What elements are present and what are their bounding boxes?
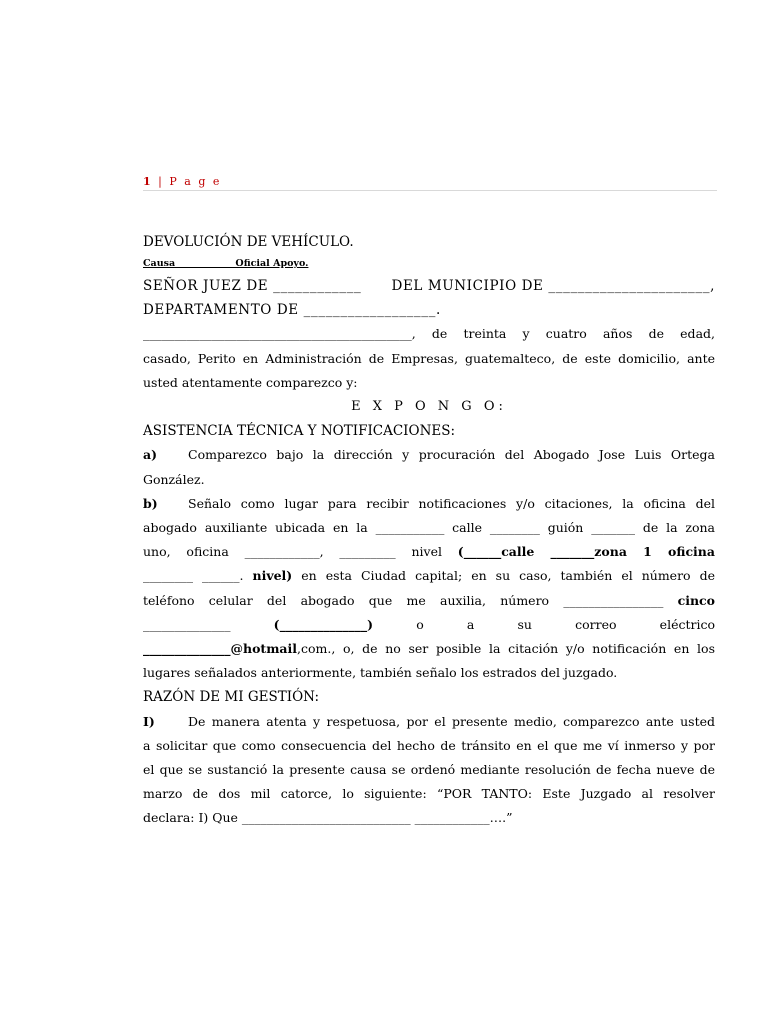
intro-line-1: ___________________________________________, de treinta y cuatro años de edad,: [143, 326, 715, 342]
item-b-line-3: uno, oficina ____________, _________ nivel (______calle _______zona 1 oficina: [143, 544, 715, 560]
item-i-line-1: I) De manera atenta y respetuosa, por el presente medio, comparezco ante usted: [143, 710, 715, 734]
item-b-line-7: ______________@hotmail,com., o, de no ser posible la citación y/o notificación en los: [143, 641, 715, 657]
page-number: 1: [143, 175, 153, 188]
document-title: DEVOLUCIÓN DE VEHÍCULO.: [143, 234, 354, 250]
item-b-line-2: abogado auxiliante ubicada en la ___________ calle ________ guión _______ de la zona: [143, 520, 715, 536]
item-i-label: I): [143, 713, 155, 729]
item-b-line-5: teléfono celular del abogado que me auxilia, número ________________ cinco: [143, 592, 715, 608]
addressee-departamento: DEPARTAMENTO DE __________________.: [143, 302, 441, 319]
page-separator: |: [158, 175, 164, 188]
item-i-line-2: a solicitar que como consecuencia del hecho de tránsito en el que me ví inmerso y por: [143, 737, 715, 753]
item-a-line-1: a) Comparezco bajo la dirección y procuración del Abogado Jose Luis Ortega: [143, 443, 715, 467]
item-i-line-3: el que se sustanció la presente causa se ordenó mediante resolución de fecha nueve de: [143, 762, 715, 778]
page-header: [143, 175, 717, 191]
page-label: P a g e: [169, 175, 222, 188]
item-a-line-2: González.: [143, 471, 205, 487]
item-b-line-8: lugares señalados anteriormente, también señalo los estrados del juzgado.: [143, 665, 618, 681]
addressee-judge: SEÑOR JUEZ DE ____________: [143, 278, 362, 294]
item-b-line-4: ________ ______. nivel) en esta Ciudad capital; en su caso, también el número de: [143, 568, 715, 584]
item-b-line-1: b) Señalo como lugar para recibir notificaciones y/o citaciones, la oficina del: [143, 492, 715, 516]
section-heading-asistencia: ASISTENCIA TÉCNICA Y NOTIFICACIONES:: [143, 423, 456, 440]
expongo-heading: E X P O N G O:: [351, 399, 507, 415]
item-i-line-4: marzo de dos mil catorce, lo siguiente: “POR TANTO: Este Juzgado al resolver: [143, 786, 715, 802]
item-a-label: a): [143, 447, 158, 463]
addressee-line: [143, 274, 715, 298]
item-b-line-6: ______________ (______________) o a su correo eléctrico: [143, 616, 715, 632]
intro-line-2: casado, Perito en Administración de Empresas, guatemalteco, de este domicilio, ante: [143, 350, 715, 366]
causa-line: Causa ____________Oficial Apoyo.: [143, 258, 309, 269]
document-body: [143, 228, 715, 831]
item-i-line-5: declara: I) Que ___________________________ ____________….”: [143, 810, 513, 826]
addressee-municipio: DEL MUNICIPIO DE ______________________,: [391, 278, 715, 294]
item-b-label: b): [143, 495, 158, 511]
intro-line-3: usted atentamente comparezco y:: [143, 374, 358, 390]
section-heading-razon: RAZÓN DE MI GESTIÓN:: [143, 689, 320, 706]
